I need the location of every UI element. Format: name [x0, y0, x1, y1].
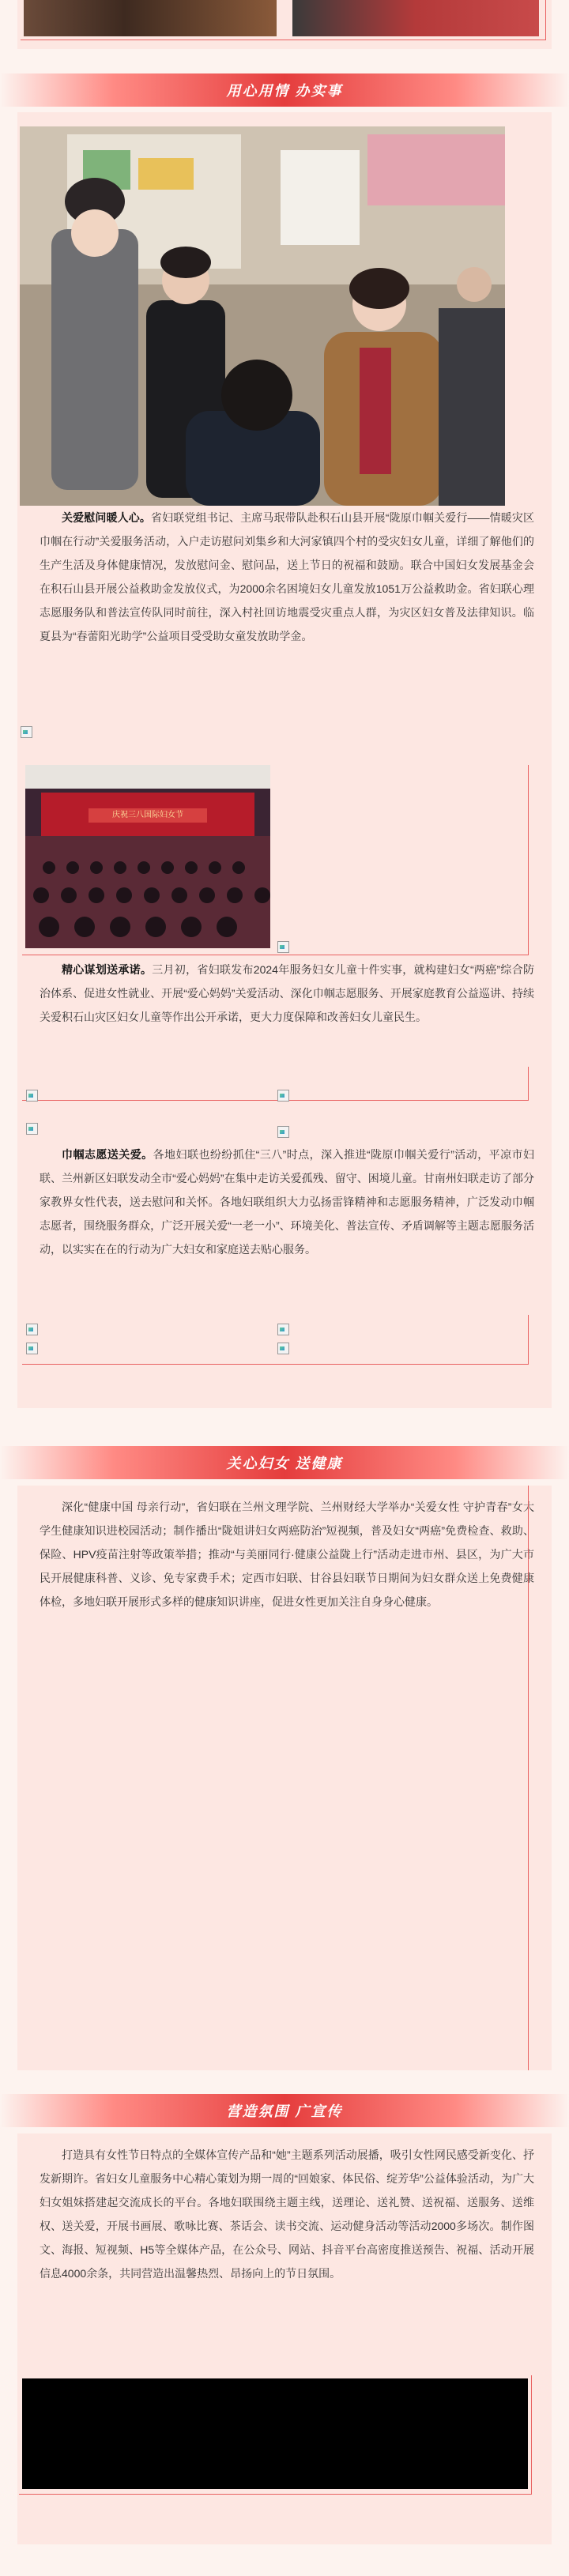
top-card-tail [17, 0, 552, 49]
section1-paragraph-2-body: 三月初，省妇联发布2024年服务妇女儿童十件实事，就构建妇女“两癌”综合防治体系、促进女性就业、开展“爱心妈妈”关爱活动、深化巾帼志愿服务、开展家庭教育公益巡讲、持续关爱积石山灾区妇女儿童等作出公开承诺，更大力度保障和改善妇女儿童民生。 [40, 963, 534, 1023]
section-banner-2 [0, 1446, 569, 1479]
broken-image-icon [20, 725, 32, 738]
section1-paragraph-2-lead: 精心谋划送承诺。 [62, 963, 153, 976]
broken-image-icon [25, 1323, 38, 1335]
broken-image-icon [277, 1089, 289, 1102]
section1-paragraph-1-lead: 关爱慰问暖人心。 [62, 511, 152, 524]
section2-bracket [22, 1486, 529, 2070]
section1-paragraph-1-body: 省妇联党组书记、主席马珉带队赴积石山县开展“陇原巾帼关爱行——情暖灾区巾帼在行动”关爱服务活动，入户走访慰问刘集乡和大河家镇四个村的受灾妇女儿童，详细了解他们的生产生活及身体健康情况，发放慰问金、慰问品，送上节日的祝福和鼓励。联合中国妇女发展基金会在积石山县开展公益救助金发放仪式，为2000余名困境妇女儿童发放1051万公益救助金。省妇联心理志愿服务队和普法宣传队同时前往，深入村社回访地震受灾重点人群，为灾区妇女普及法律知识。临夏县为“春蕾阳光助学”公益项目受受助女童发放助学金。 [40, 511, 534, 642]
broken-image-icon [277, 1125, 289, 1138]
hall-bracket [22, 765, 529, 955]
section3-paragraph [40, 2143, 534, 2285]
video-bracket [19, 2375, 532, 2495]
section-banner-1-title: 用心用情 办实事 [226, 83, 343, 99]
broken-image-icon [277, 940, 289, 953]
section1-paragraph-1 [40, 506, 534, 648]
section1-paragraph-2 [40, 958, 534, 1029]
section-banner-3-title: 营造氛围 广宣传 [226, 2103, 343, 2119]
broken-image-icon [277, 1323, 289, 1335]
hall-banner-text: 庆祝三八国际妇女节 [112, 811, 183, 819]
broken-image-icon [25, 1122, 38, 1135]
section1-paragraph-3-body: 各地妇联也纷纷抓住“三八”时点，深入推进“陇原巾帼关爱行”活动，平凉市妇联、兰州新区妇联发动全市“爱心妈妈”在集中走访关爱孤残、留守、困境儿童。甘南州妇联走访了部分家教界女性代表，送去慰问和关怀。各地妇联组织大力弘扬雷锋精神和志愿服务精神，广泛发动巾帼志愿者，围绕服务群众，广泛开展关爱“一老一小”、环境美化、普法宣传、矛盾调解等主题志愿服务活动，以实实在在的行动为广大妇女和家庭送去贴心服务。 [40, 1148, 535, 1256]
section-banner-2-title: 关心妇女 送健康 [226, 1456, 343, 1471]
section2-paragraph-body: 深化“健康中国 母亲行动”，省妇联在兰州文理学院、兰州财经大学举办“关爱女性 守护青春”女大学生健康知识进校园活动；制作播出“陇姐讲妇女两癌防治”短视频，普及妇女“两癌”免费检查、救助、保险、HPV疫苗注射等政策举措；推动“与美丽同行·健康公益陇上行”活动走进市州、县区，为广大市民开展健康科普、义诊、免专家费手术；定西市妇联、甘谷县妇联节日期间为妇女群众送上免费健康体检，多地妇联开展形式多样的健康知识讲座，促进女性更加关注自身身心健康。 [40, 1501, 534, 1608]
section1-paragraph-3 [40, 1143, 534, 1261]
section-banner-1 [0, 73, 569, 107]
broken-image-icon [25, 1089, 38, 1102]
broken-image-icon [25, 1342, 38, 1354]
section1-paragraph-3-lead: 巾帼志愿送关爱。 [62, 1148, 153, 1161]
image-grid-bracket-1 [22, 1067, 529, 1101]
section3-paragraph-body: 打造具有女性节日特点的全媒体宣传产品和“她”主题系列活动展播，吸引女性网民感受新变化、抒发新期许。省妇女儿童服务中心精心策划为期一周的“回娘家、体民俗、绽芳华”公益体验活动，为广大妇女姐妹搭建起交流成长的平台。各地妇联围绕主题主线，送理论、送礼赞、送祝福、送服务、送维权、送关爱，开展书画展、歌咏比赛、茶话会、读书交流、运动健身活动等活动2000多场次。制作图文、海报、短视频、H5等全媒体产品，在公众号、网站、抖音平台高密度推送预告、祝福、活动开展信息4000余条，共同营造出温馨热烈、昂扬向上的节日氛围。 [40, 2149, 534, 2280]
section-banner-3 [0, 2094, 569, 2127]
visit-photo [20, 126, 505, 506]
top-bracket [21, 0, 546, 40]
broken-image-icon [277, 1342, 289, 1354]
image-grid-bracket-2 [22, 1315, 529, 1365]
